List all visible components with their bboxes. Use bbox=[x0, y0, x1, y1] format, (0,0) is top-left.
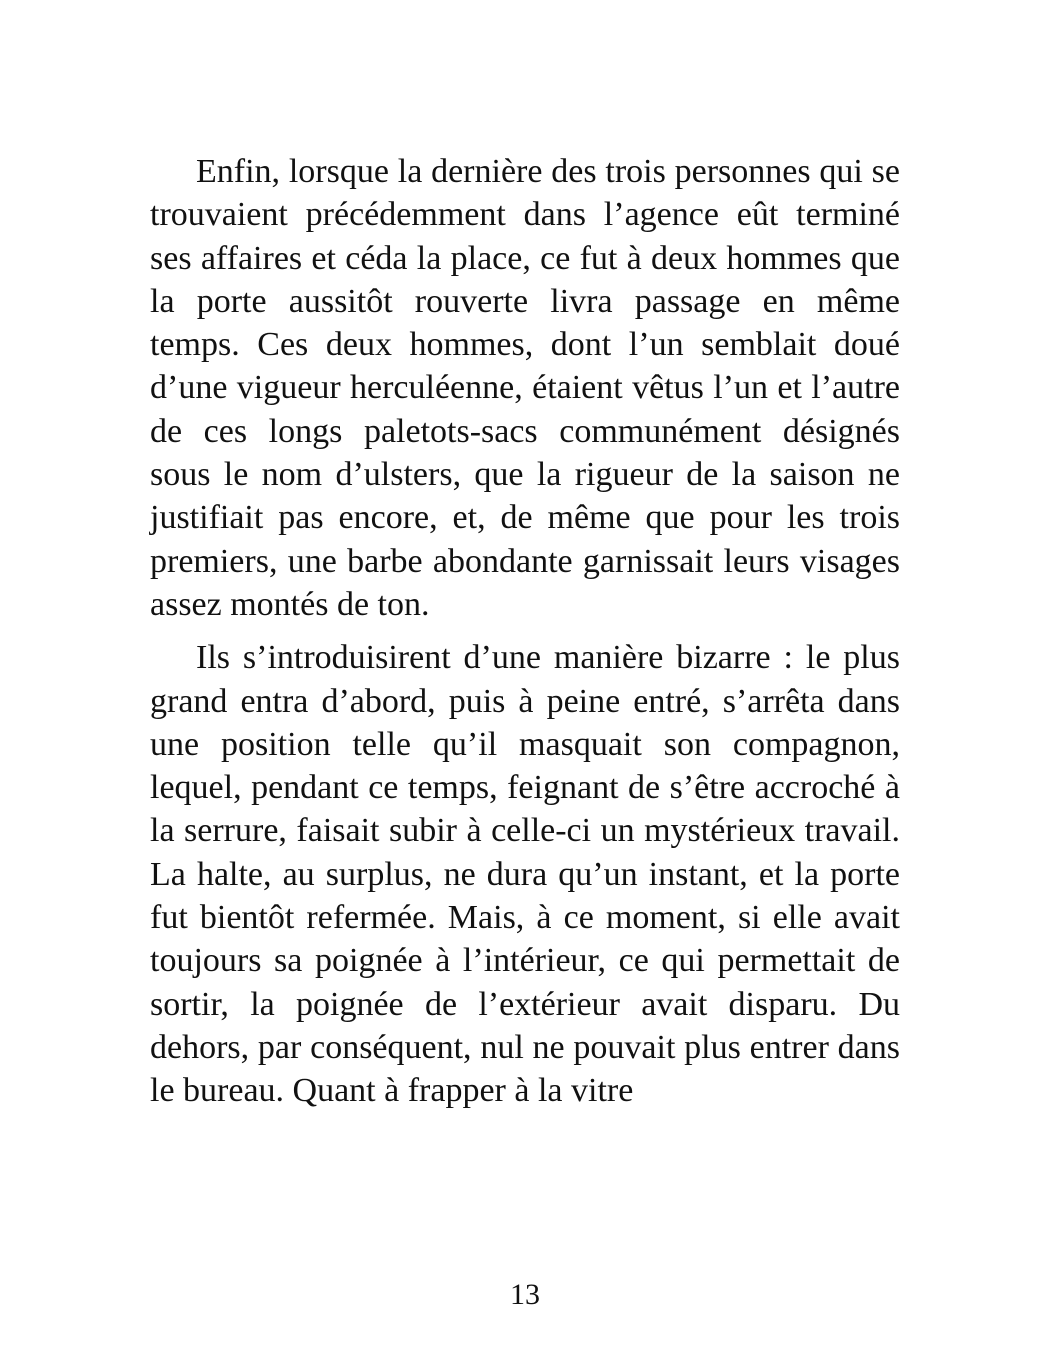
page-number: 13 bbox=[510, 1278, 540, 1311]
paragraph-1: Enfin, lorsque la dernière des trois personnes qui se trouvaient précédemment dans l’agence eût terminé ses affaires et céda la place, ce fut à deux hommes que la porte aussitôt rouverte livra passage en même temps. Ces deux hommes, dont l’un semblait doué d’une vigueur herculéenne, étaient vêtus l’un et l’autre de ces longs paletots-sacs communément désignés sous le nom d’ulsters, que la rigueur de la saison ne justifiait pas encore, et, de même que pour les trois premiers, une barbe abondante garnissait leurs visages assez montés de ton. bbox=[150, 153, 900, 623]
body-text bbox=[150, 150, 900, 1113]
paragraph-2: Ils s’introduisirent d’une manière bizarre : le plus grand entra d’abord, puis à peine entré, s’arrêta dans une position telle qu’il masquait son compagnon, lequel, pendant ce temps, feignant de s’être accroché à la serrure, faisait subir à celle-ci un mystérieux travail. La halte, au surplus, ne dura qu’un instant, et la porte fut bientôt refermée. Mais, à ce moment, si elle avait toujours sa poignée à l’intérieur, ce qui permettait de sortir, la poignée de l’extérieur avait disparu. Du dehors, par conséquent, nul ne pouvait plus entrer dans le bureau. Quant à frapper à la vitre bbox=[150, 639, 900, 1110]
